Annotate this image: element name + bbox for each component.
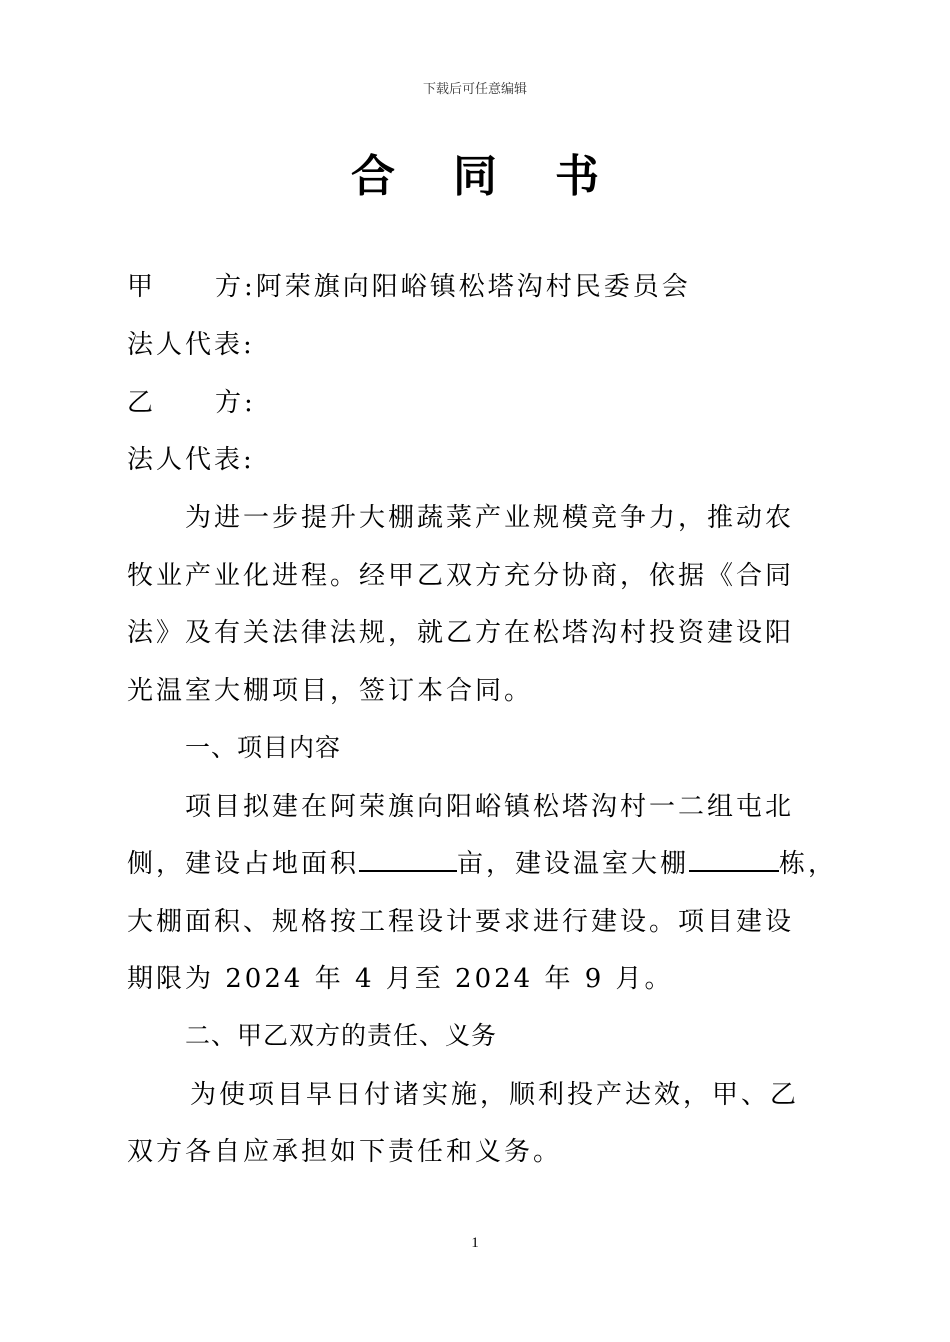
section-1-line-1: 项目拟建在阿荣旗向阳峪镇松塔沟村一二组屯北 — [185, 792, 795, 822]
section-1-line-2 — [127, 843, 837, 880]
party-a-label-1: 甲 — [127, 272, 157, 302]
party-a-line — [127, 266, 691, 303]
legal-rep-b-line: 法人代表: — [127, 445, 255, 475]
section-1-line-2-part-b: 亩，建设温室大棚 — [457, 849, 690, 879]
document-title: 合同书 — [351, 151, 657, 202]
section-1-line-3: 大棚面积、规格按工程设计要求进行建设。项目建设 — [127, 907, 795, 937]
section-2-line-1: 为使项目早日付诸实施，顺利投产达效，甲、乙 — [190, 1080, 800, 1110]
section-1-heading: 一、项目内容 — [185, 733, 342, 762]
party-b-line — [127, 382, 256, 419]
intro-line-4: 光温室大棚项目，签订本合同。 — [127, 676, 534, 706]
section-2-heading: 二、甲乙双方的责任、义务 — [185, 1021, 498, 1050]
header-note: 下载后可任意编辑 — [422, 82, 527, 97]
party-a-value: 阿荣旗向阳峪镇松塔沟村民委员会 — [255, 272, 691, 302]
party-b-label-2: 方: — [215, 388, 256, 418]
intro-line-1: 为进一步提升大棚蔬菜产业规模竞争力，推动农 — [185, 503, 795, 533]
section-1-line-2-part-c: 栋， — [779, 849, 838, 879]
legal-rep-a-line: 法人代表: — [127, 330, 255, 360]
intro-line-2: 牧业产业化进程。经甲乙双方充分协商，依据《合同 — [127, 561, 795, 591]
intro-line-3: 法》及有关法律法规，就乙方在松塔沟村投资建设阳 — [127, 618, 795, 648]
party-b-label-1: 乙 — [127, 388, 157, 418]
section-2-line-2: 双方各自应承担如下责任和义务。 — [127, 1137, 563, 1167]
page-number: 1 — [471, 1235, 479, 1251]
count-blank — [689, 848, 779, 872]
area-blank — [359, 848, 457, 872]
section-1-line-4: 期限为 2024 年 4 月至 2024 年 9 月。 — [127, 964, 674, 994]
party-a-label-2: 方: — [215, 272, 256, 302]
section-1-line-2-part-a: 侧，建设占地面积 — [127, 849, 360, 879]
